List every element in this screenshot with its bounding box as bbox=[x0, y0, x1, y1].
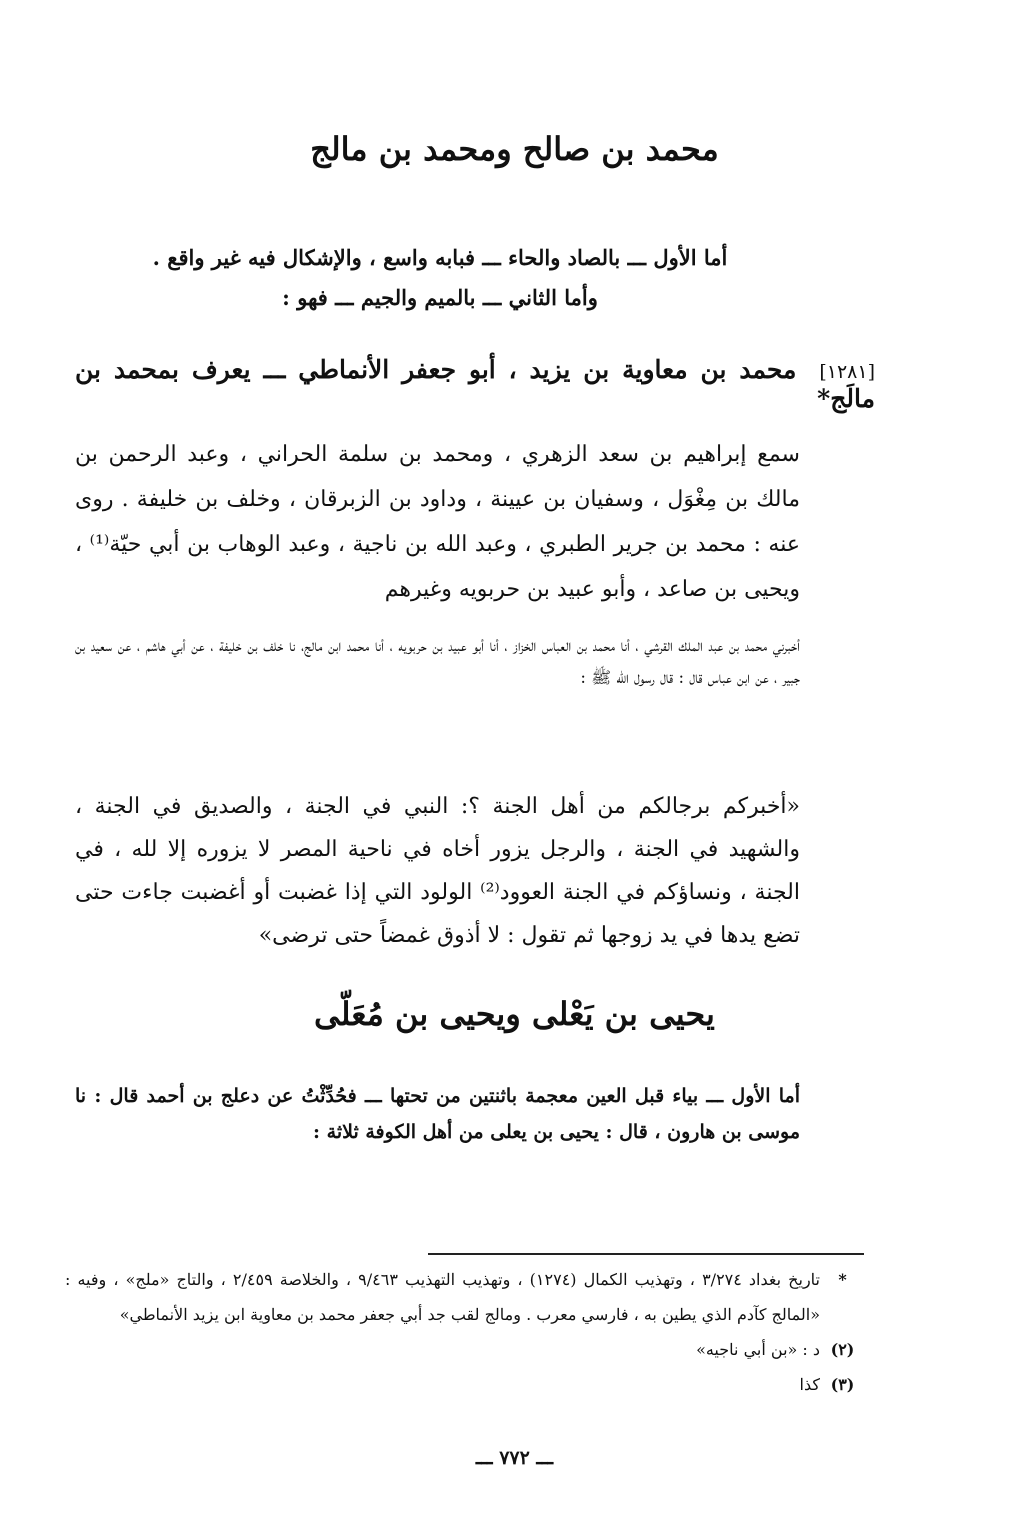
footnote-text: كذا bbox=[799, 1375, 820, 1394]
narrators-paragraph: سمع إبراهيم بن سعد الزهري ، ومحمد بن سلمة الحراني ، وعبد الرحمن بن مالك بن مِغْوَل ، وسفيان بن عيينة ، وداود بن الزبرقان ، وخلف بن خليفة . روى عنه : محمد بن جرير الطبري ، وعبد الله بن ناجية ، وعبد الوهاب بن أبي حيّة⁽¹⁾ ، ويحيى بن صاعد ، وأبو عبيد بن حربويه وغيرهم bbox=[75, 442, 800, 602]
hadith-text: «أخبركم برجالكم من أهل الجنة ؟: النبي في الجنة ، والصديق في الجنة ، والشهيد في الجنة ، والرجل يزور أخاه في ناحية المصر لا يزوره إلا لله ، في الجنة ، ونساؤكم في الجنة العوود⁽²⁾ الولود التي إذا غضبت أو أغضبت جاءت حتى تضع يدها في يد زوجها ثم تقول : لا أذوق غمضاً حتى ترضى» bbox=[75, 794, 800, 948]
section-title-1: محمد بن صالح ومحمد بن مالج bbox=[310, 130, 719, 168]
footnote-text: تاريخ بغداد ٣/٢٧٤ ، وتهذيب الكمال (١٢٧٤) ، وتهذيب التهذيب ٩/٤٦٣ ، والخلاصة ٢/٤٥٩ ، والتاج «ملج» ، وفيه : «المالج كآدم الذي يطين به ، فارسي معرب . ومالج لقب جد أبي جعفر محمد بن معاوية ابن يزيد الأنماطي» bbox=[65, 1270, 820, 1324]
section-title-2: يحيى بن يَعْلى ويحيى بن مُعَلّى bbox=[314, 995, 715, 1033]
footnote-mark: * bbox=[838, 1270, 847, 1289]
footnote bbox=[65, 1367, 865, 1402]
entry-heading bbox=[75, 355, 875, 413]
footnote-divider bbox=[428, 1253, 864, 1255]
footnote bbox=[65, 1262, 865, 1332]
isnad-paragraph: أخبرني محمد بن عبد الملك القرشي ، أنا محمد بن العباس الخزاز ، أنا أبو عبيد بن حربويه ، أنا محمد ابن مالج، نا خلف بن خليفة ، عن أبي هاشم ، عن سعيد بن جبير ، عن ابن عباس قال : قال رسول الله ﷺ : bbox=[75, 636, 800, 687]
section-intro-2: أما الأول ـــ بياء قبل العين معجمة باثنتين من تحتها ـــ فحُدِّثْتُ عن دعلج بن أحمد قال : نا موسى بن هارون ، قال : يحيى بن يعلى من أهل الكوفة ثلاثة : bbox=[75, 1085, 800, 1143]
intro-line-1: أما الأول ـــ بالصاد والحاء ـــ فبابه واسع ، والإشكال فيه غير واقع . bbox=[152, 245, 728, 270]
entry-heading-text: محمد بن معاوية بن يزيد ، أبو جعفر الأنماطي ـــ يعرف بمحمد بن مالَج* bbox=[75, 355, 875, 413]
footnote-mark: (٢) bbox=[830, 1340, 855, 1359]
section-intro-1 bbox=[140, 238, 740, 318]
entry-number: [١٢٨١] bbox=[819, 361, 875, 383]
footnote-text: د : «بن أبي ناجيه» bbox=[696, 1340, 820, 1359]
footnotes bbox=[65, 1262, 865, 1402]
page-number: ـــ ٧٧٢ ـــ bbox=[475, 1447, 554, 1469]
footnote-mark: (٣) bbox=[830, 1375, 855, 1394]
intro-line-2: وأما الثاني ـــ بالميم والجيم ـــ فهو : bbox=[282, 285, 598, 310]
footnote bbox=[65, 1332, 865, 1367]
